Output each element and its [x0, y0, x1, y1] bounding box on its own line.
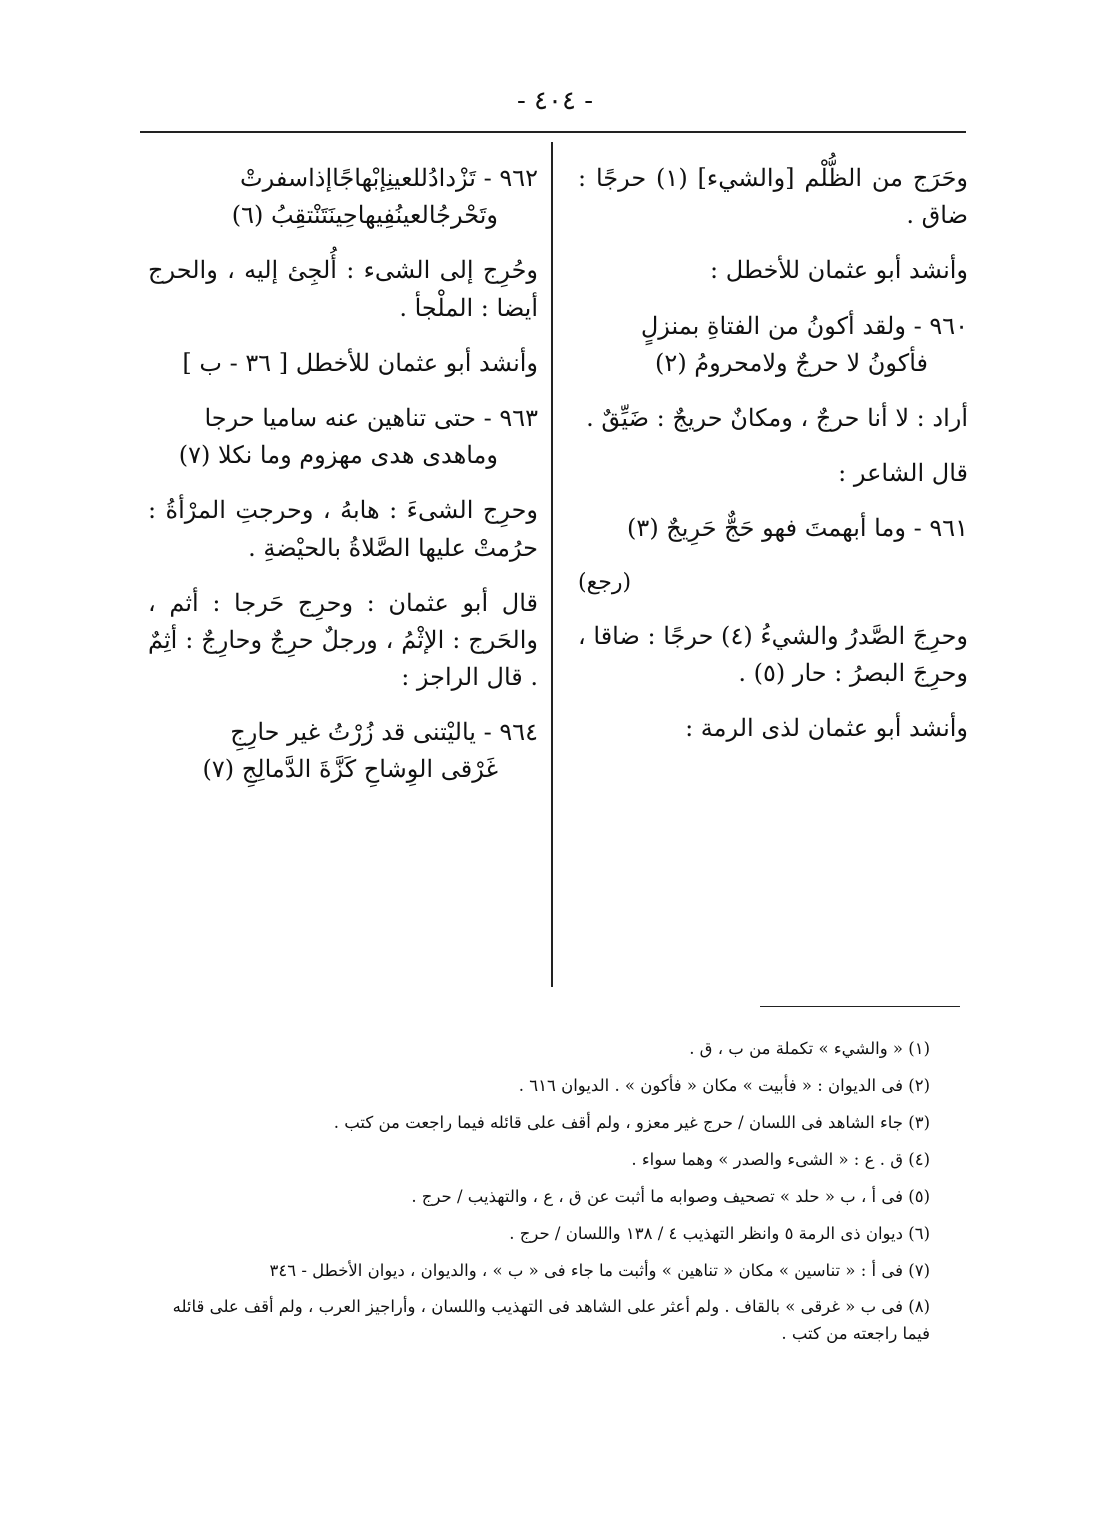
verse-962 — [148, 160, 538, 234]
verse-963 — [148, 400, 538, 474]
footnote: (٦) ديوان ذى الرمة ٥ وانظر التهذيب ٤ / ١٣٨ واللسان / حرج . — [509, 1224, 930, 1243]
footnote: (٧) فى أ : « تناسين » مكان « تناهين » وأثبت ما جاء فى « ب » ، والديوان ، ديوان الأخطل - ٣٤٦ — [269, 1261, 930, 1280]
footnote: (٣) جاء الشاهد فى اللسان / حرج غير معزو ، ولم أقف على قائله فيما راجعت من كتب . — [333, 1113, 930, 1132]
verse-line-1: ياليْتنى قد زُرْتُ غير حارِجِ — [230, 718, 476, 747]
paragraph: وأنشد أبو عثمان لذى الرمة : — [685, 713, 968, 742]
verse-line-1: وما أبهمتَ فهو حَجٌّ حَرِيجٌ (٣) — [627, 514, 906, 543]
right-column — [578, 160, 968, 980]
verse-number: ٩٦٢ - — [475, 164, 538, 192]
paragraph: قال أبو عثمان : وحرِج حَرجا : أثم ، والحَرج : الإثْمُ ، ورجلٌ حرِجٌ وحارِجٌ : أثِمٌ . قال الراجز : — [148, 588, 538, 692]
footnote: (٨) فى ب « غرقى » بالقاف . ولم أعثر على الشاهد فى التهذيب واللسان ، وأراجيز العرب ، ولم أقف على قائله فيما راجعته من كتب . — [172, 1297, 930, 1343]
paragraph: وأنشد أبو عثمان للأخطل [ ٣٦ - ب ] — [182, 348, 538, 377]
page-number: - ٤٠٤ - — [516, 86, 594, 116]
paragraph: وحَرَج من الظُّلْم [والشيء] (١) حرجًا : ضاق . — [578, 164, 969, 230]
verse-line-1: ولقد أكونُ من الفتاةِ بمنزلٍ — [640, 311, 906, 340]
footnote: (٢) فى الديوان : « فأبيت » مكان « فأكون » . الديوان ٦١٦ . — [518, 1076, 930, 1095]
left-column — [148, 160, 538, 980]
top-rule — [140, 131, 966, 133]
paragraph: قال الشاعر : — [838, 459, 968, 488]
verse-line-2: وماهدى هدى مهزوم وما نكلا (٧) — [178, 441, 498, 470]
paragraph: وحرِجَ الصَّدرُ والشيءُ (٤) حرجًا : ضاقا ، وحرِجَ البصرُ : حار (٥) . — [578, 621, 968, 687]
footnote: (٤) ق . ع : « الشىء والصدر » وهما سواء . — [631, 1150, 930, 1169]
verse-964 — [148, 714, 538, 788]
verse-number: ٩٦٠ - — [905, 311, 968, 340]
verse-line-1: حتى تناهين عنه ساميا حرجا — [204, 403, 476, 432]
paragraph: وحرِج الشىءَ : هابهُ ، وحرجتِ المرْأةُ : حرُمتْ عليها الصَّلاةُ بالحيْضةِ . — [148, 496, 538, 562]
verse-line-2: فأكونُ لا حرجٌ ولامحرومُ (٢) — [655, 348, 928, 377]
footnotes — [170, 1030, 930, 1347]
footnote: (١) « والشيء » تكملة من ب ، ق . — [689, 1039, 930, 1058]
paragraph: وحُرِج إلى الشىء : أُلجِئ إليه ، والحرج أيضا : الملْجأ . — [148, 256, 538, 322]
verse-number: ٩٦٣ - — [475, 403, 538, 432]
verse-number: ٩٦٤ - — [475, 718, 538, 747]
footnote: (٥) فى أ ، ب « حلد » تصحيف وصوابه ما أثبت عن ق ، ع ، والتهذيب / حرج . — [411, 1187, 930, 1206]
paragraph: وأنشد أبو عثمان للأخطل : — [710, 256, 968, 285]
column-divider — [551, 142, 553, 987]
verse-960 — [578, 308, 968, 382]
verse-line-1: تَزْدادُللعينِإبْهاجًاإذاسفرتْ — [240, 164, 476, 192]
footnote-rule — [760, 1006, 960, 1007]
verse-961 — [578, 510, 968, 547]
return-cue: (رجع) — [578, 569, 632, 595]
paragraph: أراد : لا أنا حرجٌ ، ومكانٌ حريجٌ : ضَيِّقٌ . — [586, 403, 968, 432]
verse-number: ٩٦١ - — [905, 514, 968, 543]
verse-line-2: وتَحْرجُالعينُفِيهاحِينَتَنْتقِبُ (٦) — [231, 201, 498, 230]
verse-line-2: غَرْقى الوِشاحِ كَزَّةَ الدَّمالِجِ (٧) — [202, 755, 498, 784]
